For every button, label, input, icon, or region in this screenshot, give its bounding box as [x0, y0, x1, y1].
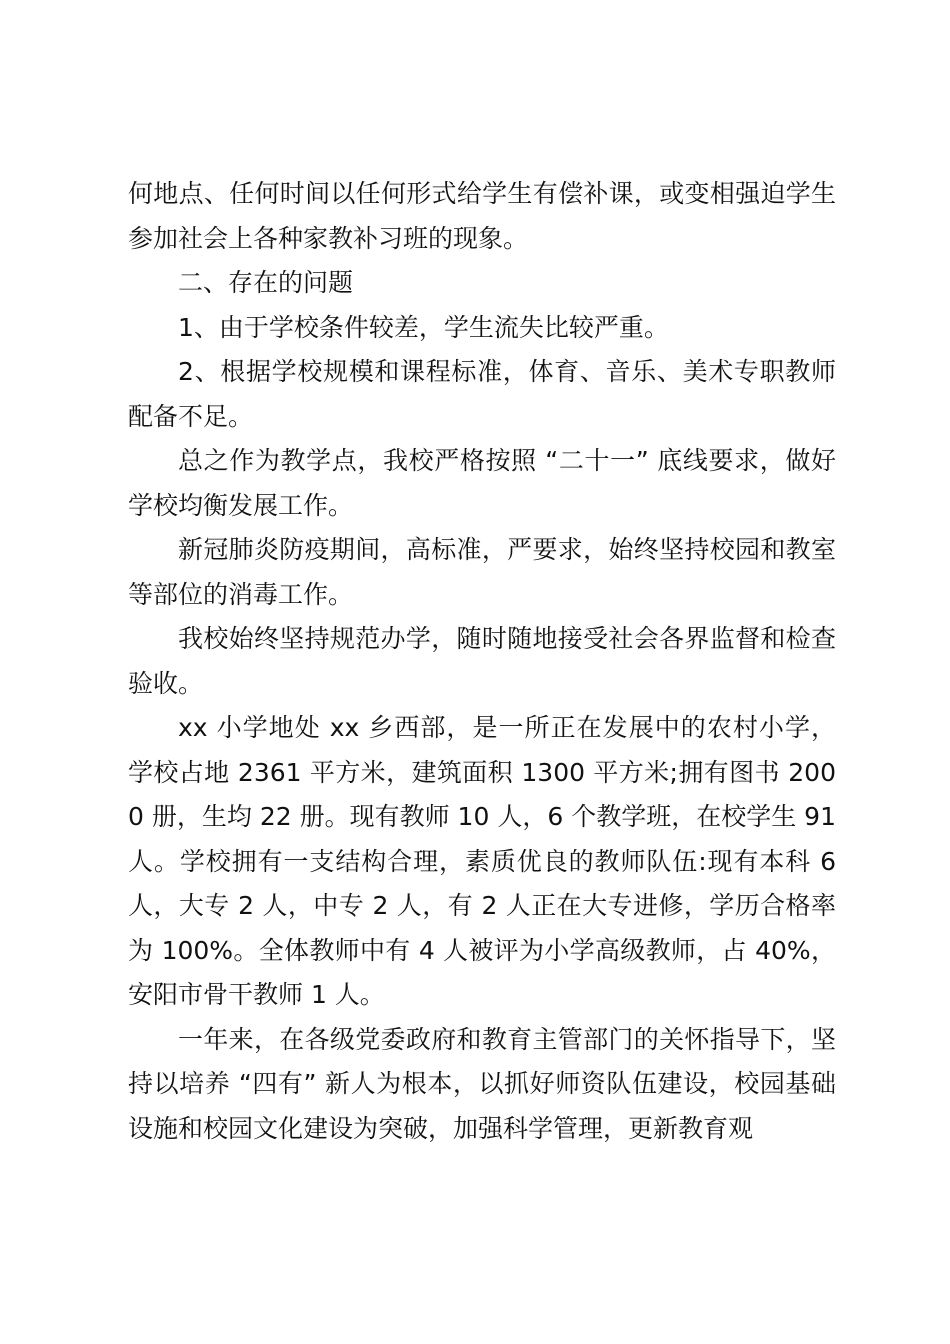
paragraph-summary: 总之作为教学点，我校严格按照 “二十一” 底线要求，做好学校均衡发展工作。: [128, 446, 836, 520]
paragraph-year-review: 一年来，在各级党委政府和教育主管部门的关怀指导下，坚持以培养 “四有” 新人为根本，以抓好师资队伍建设，校园基础设施和校园文化建设为突破，加强科学管理，更新教育观: [128, 1024, 836, 1143]
paragraph-epidemic: 新冠肺炎防疫期间，高标准，严要求，始终坚持校园和教室等部位的消毒工作。: [128, 535, 836, 609]
paragraph-standards: 我校始终坚持规范办学，随时随地接受社会各界监督和检查验收。: [128, 624, 836, 698]
document-body: [128, 172, 836, 1151]
paragraph-problem-1: 1、由于学校条件较差，学生流失比较严重。: [178, 312, 669, 342]
paragraph-problem-2: 2、根据学校规模和课程标准，体育、音乐、美术专职教师配备不足。: [128, 357, 836, 431]
paragraph-1: 何地点、任何时间以任何形式给学生有偿补课，或变相强迫学生参加社会上各种家教补习班的现象。: [128, 179, 836, 253]
paragraph-school-profile: xx 小学地处 xx 乡西部，是一所正在发展中的农村小学，学校占地 2361 平方米，建筑面积 1300 平方米;拥有图书 2000 册，生均 22 册。现有教师 10 人，6 个教学班，在校学生 91 人。学校拥有一支结构合理，素质优良的教师队伍:现有本科 6 人，大专 2 人，中专 2 人，有 2 人正在大专进修，学历合格率为 100%。全体教师中有 4 人被评为小学高级教师，占 40%，安阳市骨干教师 1 人。: [128, 713, 836, 1009]
section-heading-problems: 二、存在的问题: [178, 268, 354, 297]
